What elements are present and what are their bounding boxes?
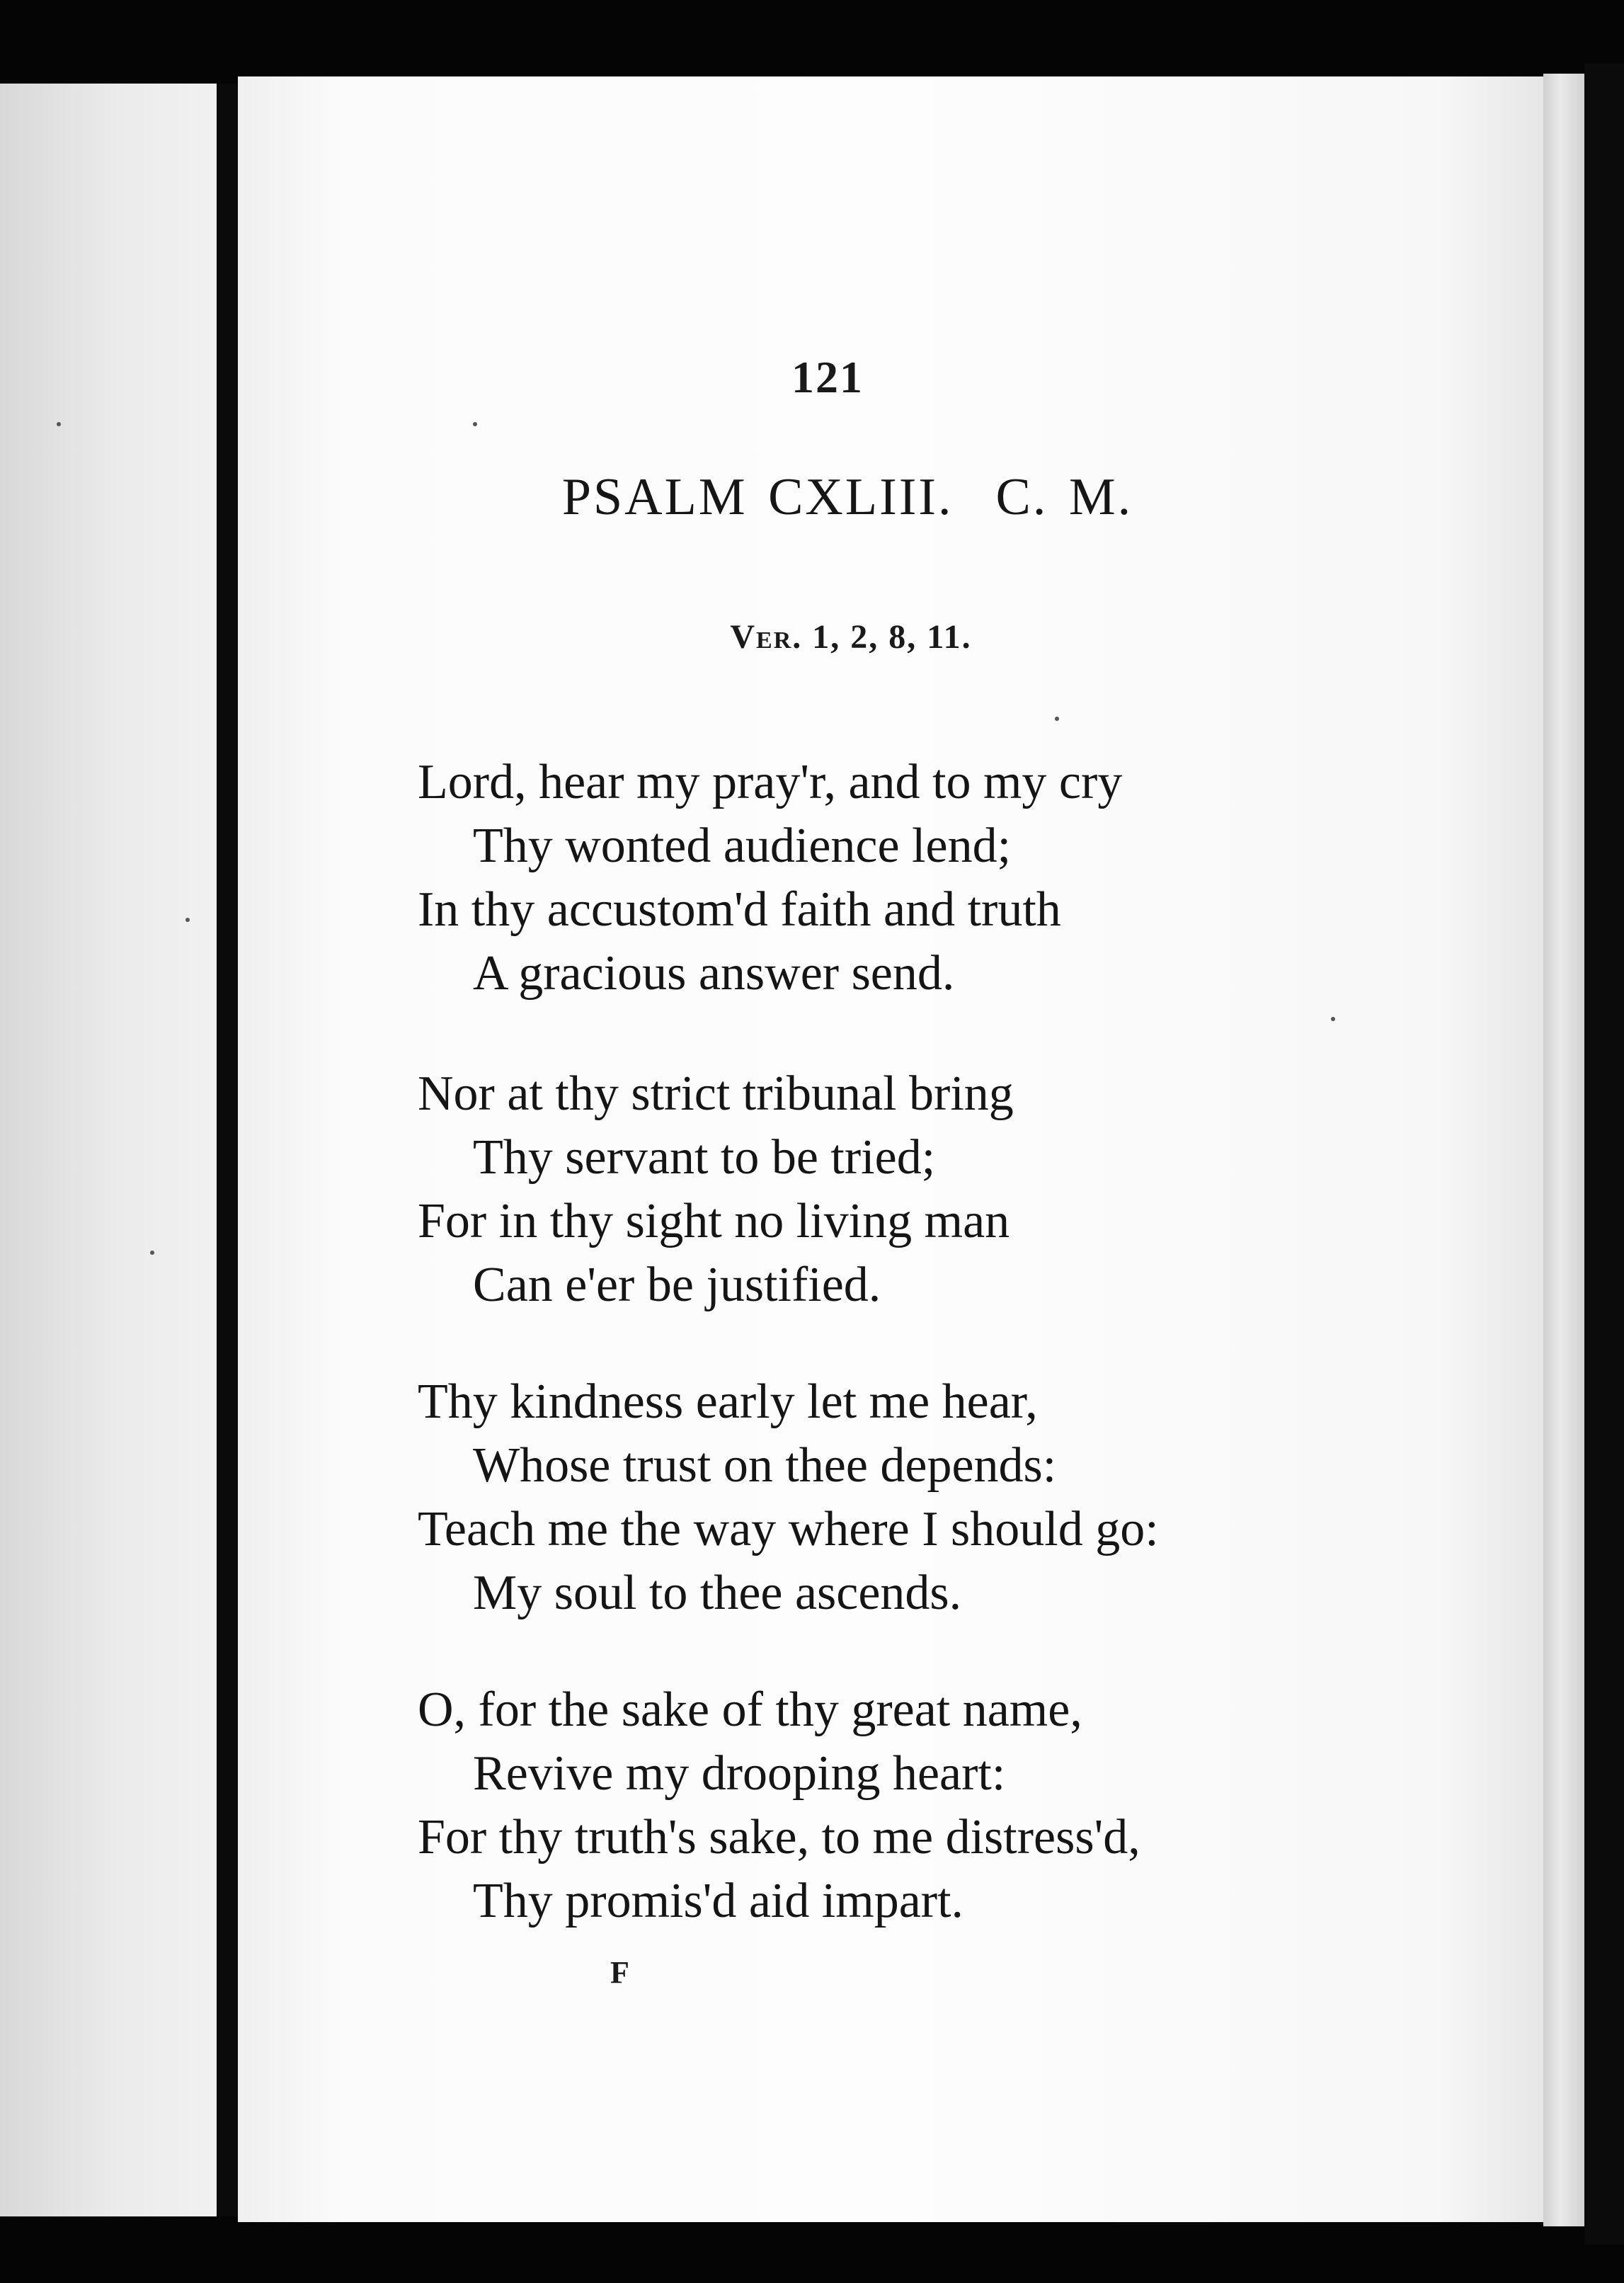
verses-reference: Ver. 1, 2, 8, 11. [730,618,972,656]
verse-line: Nor at thy strict tribunal bring [418,1066,1014,1121]
verse-line: A gracious answer send. [473,946,955,1001]
scan-speck [57,422,61,426]
verse-line: Lord, hear my pray'r, and to my cry [418,755,1123,809]
signature-mark: F [610,1955,629,1990]
verse-line: In thy accustom'd faith and truth [418,882,1061,937]
verse-line: Whose trust on thee depends: [473,1438,1057,1493]
stanza [418,1678,1296,1933]
scan-speck [1055,717,1059,721]
scan-speck [185,918,190,922]
psalm-title [0,467,1624,528]
verse-line: For thy truth's sake, to me distress'd, [418,1810,1140,1864]
stanza [418,1062,1296,1317]
page-number: 121 [791,352,864,402]
verse-line: Thy servant to be tried; [473,1130,936,1185]
psalm-meter: C. M. [995,468,1133,526]
scan-speck [150,1251,154,1255]
psalm-title-text: PSALM CXLIII. [561,468,954,526]
verse-line: Thy wonted audience lend; [473,819,1012,873]
scan-speck [1331,1017,1335,1021]
verse-line: My soul to thee ascends. [473,1566,962,1620]
stanza [418,1370,1296,1625]
verse-line: O, for the sake of thy great name, [418,1683,1082,1737]
verse-line: Thy kindness early let me hear, [418,1374,1038,1429]
verse-line: Thy promis'd aid impart. [473,1874,964,1928]
verse-line: Revive my drooping heart: [473,1746,1006,1801]
verse-line: For in thy sight no living man [418,1194,1010,1248]
scan-speck [473,422,477,426]
stanza [418,751,1296,1006]
verse-line: Can e'er be justified. [473,1258,881,1312]
verse-line: Teach me the way where I should go: [418,1502,1159,1556]
